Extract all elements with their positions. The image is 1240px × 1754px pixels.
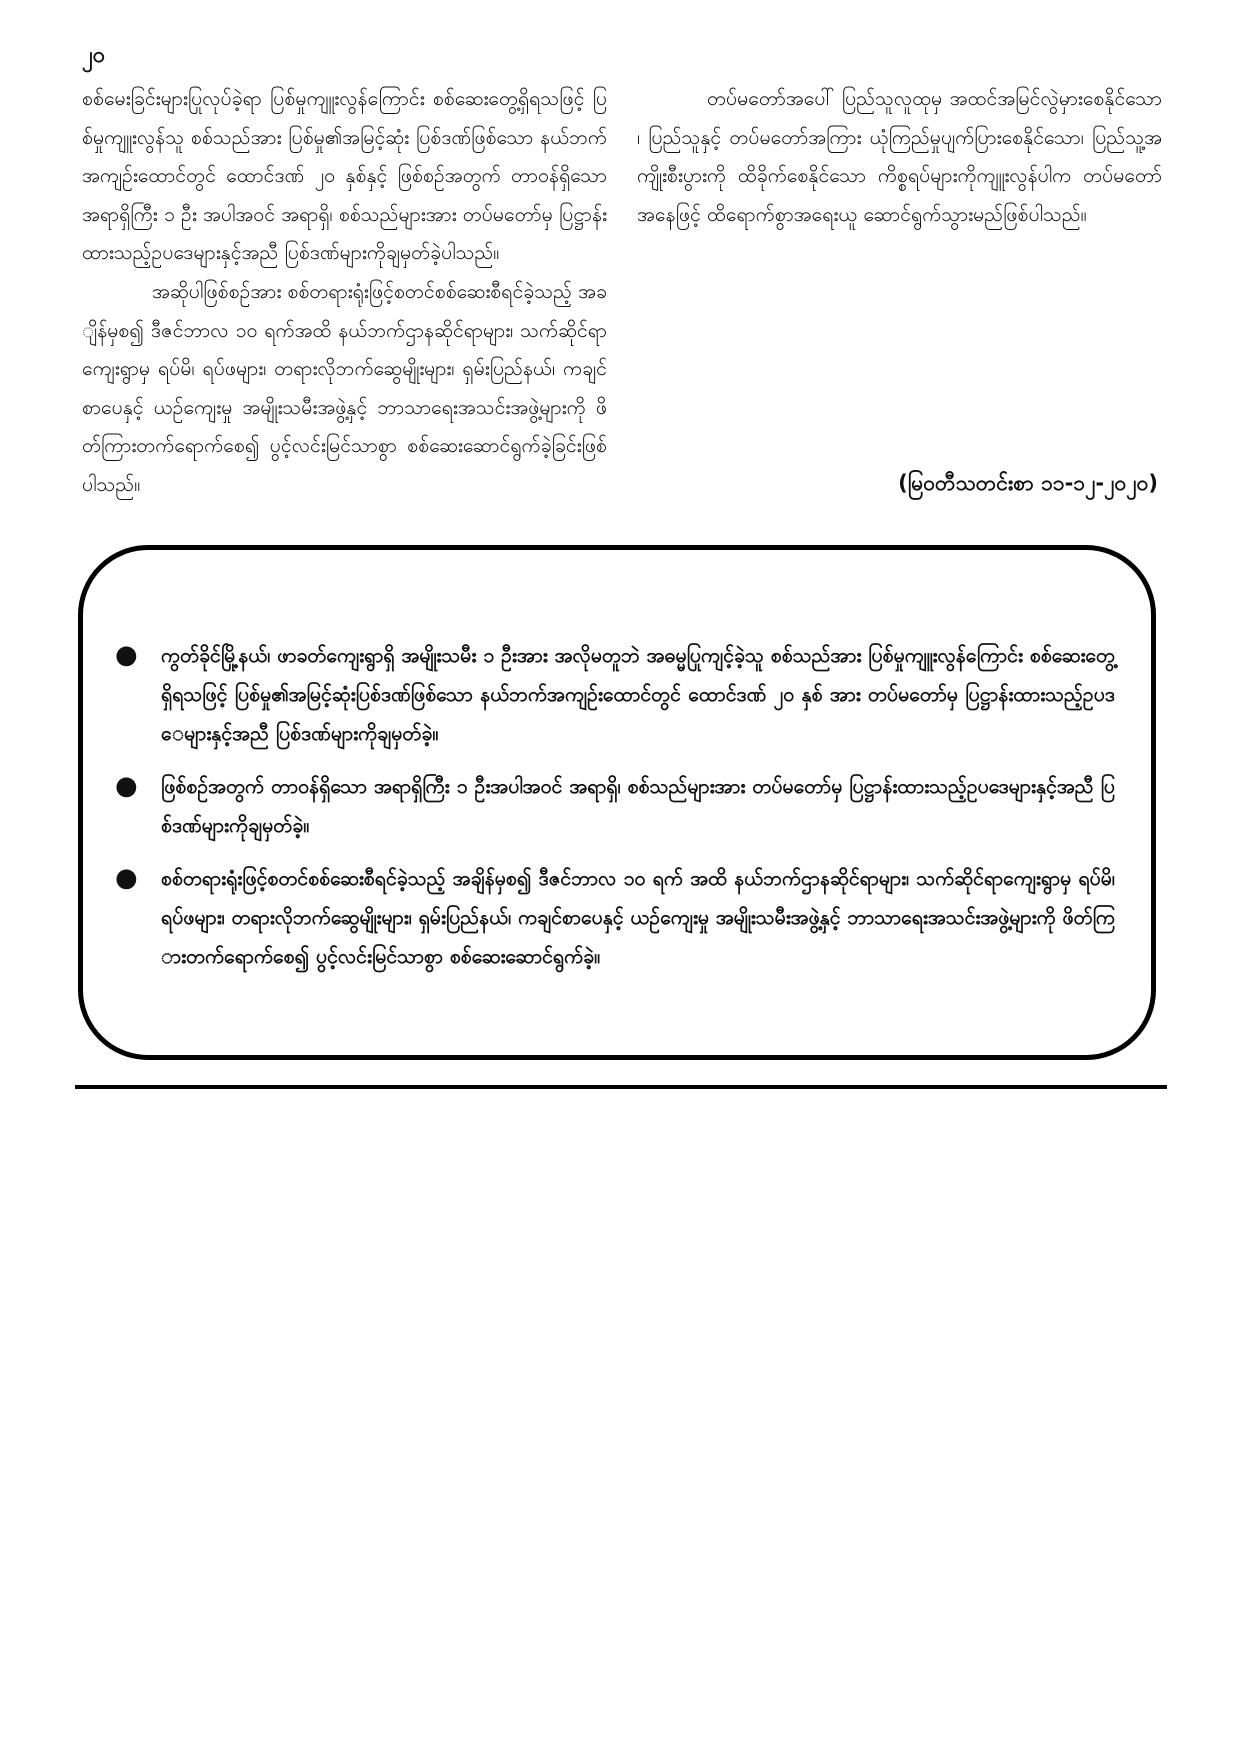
article-left-column (82, 80, 608, 496)
article-right-column (637, 80, 1162, 460)
summary-text: စစ်တရားရုံးဖြင့်စတင်စစ်ဆေးစီရင်ခဲ့သည့် အချိန်မှစ၍ ဒီဇင်ဘာလ ၁၀ ရက် အထိ နယ်ဘက်ဌာနဆိုင်ရာများ၊ သက်ဆိုင်ရာကျေးရွာမှ ရပ်မိ၊ ရပ်ဖများ၊ တရားလိုဘက်ဆွေမျိုးများ၊ ရှမ်းပြည်နယ်၊ ကချင်စာပေနှင့် ယဉ်ကျေးမှု အမျိုးသမီးအဖွဲ့နှင့် ဘာသာရေးအသင်းအဖွဲ့များကို ဖိတ်ကြားတက်ရောက်စေ၍ ပွင့်လင်းမြင်သာစွာ စစ်ဆေးဆောင်ရွက်ခဲ့။ (161, 867, 1115, 968)
article-paragraph: စစ်မေးခြင်းများပြုလုပ်ခဲ့ရာ ပြစ်မှုကျူးလွန်ကြောင်း စစ်ဆေးတွေ့ရှိရသဖြင့် ပြစ်မှုကျူးလွန်သူ စစ်သည်အား ပြစ်မှု၏အမြင့်ဆုံး ပြစ်ဒဏ်ဖြစ်သော နယ်ဘက်အကျဉ်းထောင်တွင် ထောင်ဒဏ် ၂၀ နှစ်နှင့် ဖြစ်စဉ်အတွက် တာဝန်ရှိသော အရာရှိကြီး ၁ ဦး အပါအဝင် အရာရှိ၊ စစ်သည်များအား တပ်မတော်မှ ပြဋ္ဌာန်းထားသည့်ဥပဒေများနှင့်အညီ ပြစ်ဒဏ်များကိုချမှတ်ခဲ့ပါသည်။ (82, 87, 607, 265)
article-paragraph: တပ်မတော်အပေါ် ပြည်သူလူထုမှ အထင်အမြင်လွဲမှားစေနိုင်သော၊ ပြည်သူနှင့် တပ်မတော်အကြား ယုံကြည်မှုပျက်ပြားစေနိုင်သော၊ ပြည်သူ့အကျိုးစီးပွားကို ထိခိုက်စေနိုင်သော ကိစ္စရပ်များကိုကျူးလွန်ပါက တပ်မတော်အနေဖြင့် ထိရောက်စွာအရေးယူ ဆောင်ရွက်သွားမည်ဖြစ်ပါသည်။ (637, 87, 1162, 226)
summary-text: ကွတ်ခိုင်မြို့နယ်၊ ဖာခတ်ကျေးရွာရှိ အမျိုးသမီး ၁ ဦးအား အလိုမတူဘဲ အဓမ္မပြုကျင့်ခဲ့သူ စစ်သည်အား ပြစ်မှုကျူးလွန်ကြောင်း စစ်ဆေးတွေ့ရှိရသဖြင့် ပြစ်မှု၏အမြင့်ဆုံးပြစ်ဒဏ်ဖြစ်သော နယ်ဘက်အကျဉ်းထောင်တွင် ထောင်ဒဏ် ၂၀ နှစ် အား တပ်မတော်မှ ပြဋ္ဌာန်းထားသည့်ဥပဒေများနှင့်အညီ ပြစ်ဒဏ်များကိုချမှတ်ခဲ့။ (161, 644, 1115, 745)
list-item (115, 767, 1115, 845)
bullet-icon: ● (115, 640, 138, 670)
bullet-icon: ● (115, 863, 138, 893)
footer-divider (75, 1085, 1167, 1089)
page-number: ၂၀ (82, 43, 106, 68)
summary-text: ဖြစ်စဉ်အတွက် တာဝန်ရှိသော အရာရှိကြီး ၁ ဦးအပါအဝင် အရာရှိ၊ စစ်သည်များအား တပ်မတော်မှ ပြဋ္ဌာန်းထားသည့်ဥပဒေများနှင့်အညီ ပြစ်ဒဏ်များကိုချမှတ်ခဲ့။ (161, 775, 1115, 837)
article-source: (မြဝတီသတင်းစာ ၁၁-၁၂-၂၀၂၀) (898, 471, 1158, 495)
article-paragraph: အဆိုပါဖြစ်စဉ်အား စစ်တရားရုံးဖြင့်စတင်စစ်ဆေးစီရင်ခဲ့သည့် အချိန်မှစ၍ ဒီဇင်ဘာလ ၁၀ ရက်အထိ နယ်ဘက်ဌာနဆိုင်ရာများ၊ သက်ဆိုင်ရာကျေးရွာမှ ရပ်မိ၊ ရပ်ဖများ၊ တရားလိုဘက်ဆွေမျိုးများ၊ ရှမ်းပြည်နယ်၊ ကချင်စာပေနှင့် ယဉ်ကျေးမှု အမျိုးသမီးအဖွဲ့နှင့် ဘာသာရေးအသင်းအဖွဲ့များကို ဖိတ်ကြားတက်ရောက်စေ၍ ပွင့်လင်းမြင်သာစွာ စစ်ဆေးဆောင်ရွက်ခဲ့ခြင်းဖြစ်ပါသည်။ (82, 279, 608, 496)
bullet-icon: ● (115, 771, 138, 801)
list-item (115, 859, 1115, 976)
summary-box (78, 545, 1156, 1060)
summary-list (115, 636, 1115, 990)
list-item (115, 636, 1115, 753)
